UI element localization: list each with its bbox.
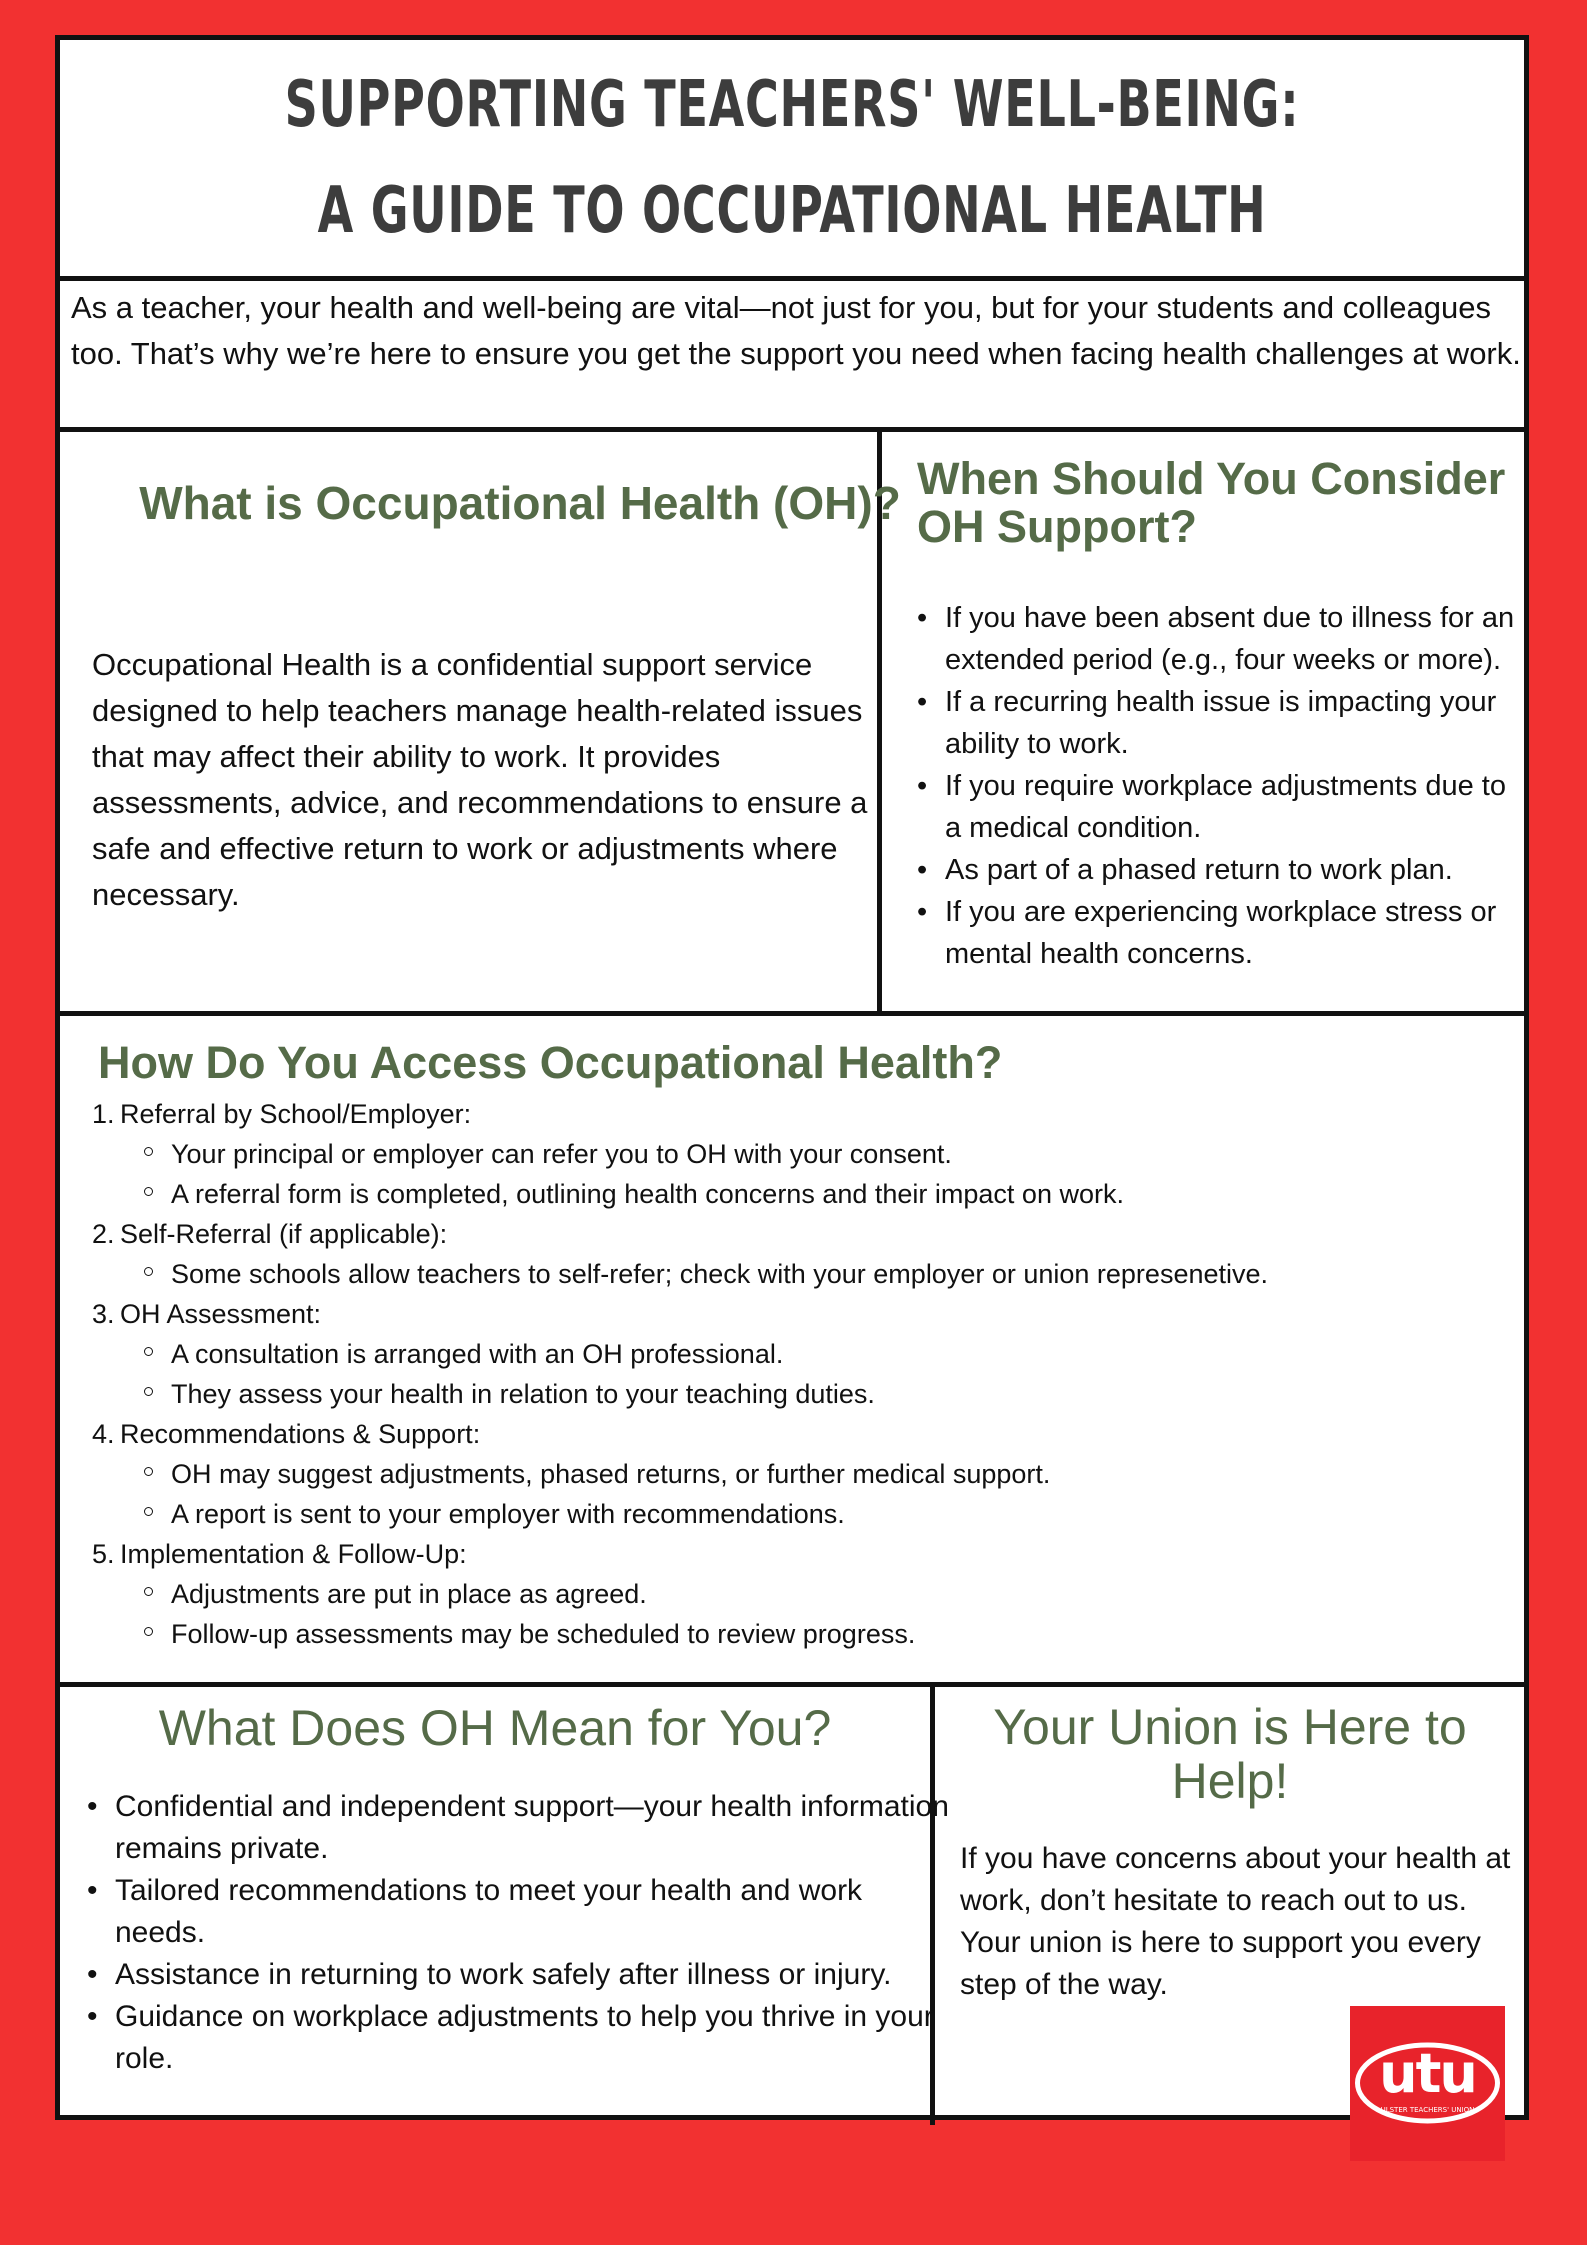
list-item: • Tailored recommendations to meet your health and work needs. [83, 1870, 953, 1954]
list-item: • Confidential and independent support—your health information remains private. [83, 1786, 953, 1870]
when-list [913, 597, 1528, 975]
mean-heading: What Does OH Mean for You? [158, 1700, 832, 1756]
page-title: SUPPORTING TEACHERS' WELL-BEING: A GUIDE TO OCCUPATIONAL HEALTH [284, 68, 1300, 248]
logo-subtext: ULSTER TEACHERS' UNION [1380, 2106, 1475, 2114]
divider [60, 1011, 1524, 1016]
divider [60, 276, 1524, 281]
sub-item: Adjustments are put in place as agreed. [92, 1574, 1492, 1614]
step-item: 2. Self-Referral (if applicable): [92, 1219, 448, 1249]
access-heading: How Do You Access Occupational Health? [98, 1037, 1003, 1088]
list-item: • As part of a phased return to work plan. [913, 849, 1528, 891]
logo-text: utu [1379, 2042, 1476, 2105]
sub-item: A report is sent to your employer with recommendations. [92, 1494, 1492, 1534]
access-steps [92, 1094, 1492, 1654]
sub-item: Some schools allow teachers to self-refer; check with your employer or union represenetive. [92, 1254, 1492, 1294]
step-item: 3. OH Assessment: [92, 1299, 322, 1329]
list-item: • Guidance on workplace adjustments to help you thrive in your role. [83, 1996, 953, 2080]
divider [60, 1682, 1524, 1687]
when-heading: When Should You Consider OH Support? [917, 453, 1506, 552]
intro-text: As a teacher, your health and well-being are vital—not just for you, but for your students and colleagues too. That’s why we’re here to ensure you get the support you need when facing health challenges at work. [71, 290, 1521, 371]
divider [60, 427, 1524, 432]
list-item: • If you require workplace adjustments due to a medical condition. [913, 765, 1528, 849]
list-item: • Assistance in returning to work safely after illness or injury. [83, 1954, 953, 1996]
utu-logo [1350, 2006, 1505, 2161]
utu-logo-icon [1350, 2006, 1505, 2161]
sub-item: A referral form is completed, outlining health concerns and their impact on work. [92, 1174, 1492, 1214]
step-item: 1. Referral by School/Employer: [92, 1099, 472, 1129]
what-is-body: Occupational Health is a confidential support service designed to help teachers manage health-related issues that may affect their ability to work. It provides assessments, advice, and recommendations to ensure a safe and effective return to work or adjustments where necessary. [92, 647, 868, 912]
sub-item: A consultation is arranged with an OH professional. [92, 1334, 1492, 1374]
union-body: If you have concerns about your health at work, don’t hesitate to reach out to us. Your union is here to support you every step of the way. [960, 1842, 1511, 2001]
sub-item: OH may suggest adjustments, phased returns, or further medical support. [92, 1454, 1492, 1494]
sub-item: They assess your health in relation to your teaching duties. [92, 1374, 1492, 1414]
step-item: 5. Implementation & Follow-Up: [92, 1539, 467, 1569]
sub-item: Your principal or employer can refer you to OH with your consent. [92, 1134, 1492, 1174]
what-is-heading: What is Occupational Health (OH)? [139, 477, 901, 529]
poster-sheet [55, 35, 1529, 2120]
step-item: 4. Recommendations & Support: [92, 1419, 481, 1449]
list-item: • If you are experiencing workplace stress or mental health concerns. [913, 891, 1528, 975]
list-item: • If you have been absent due to illness for an extended period (e.g., four weeks or more). [913, 597, 1528, 681]
union-heading: Your Union is Here to Help! [993, 1699, 1467, 1809]
list-item: • If a recurring health issue is impacting your ability to work. [913, 681, 1528, 765]
mean-list [83, 1786, 953, 2080]
sub-item: Follow-up assessments may be scheduled to review progress. [92, 1614, 1492, 1654]
